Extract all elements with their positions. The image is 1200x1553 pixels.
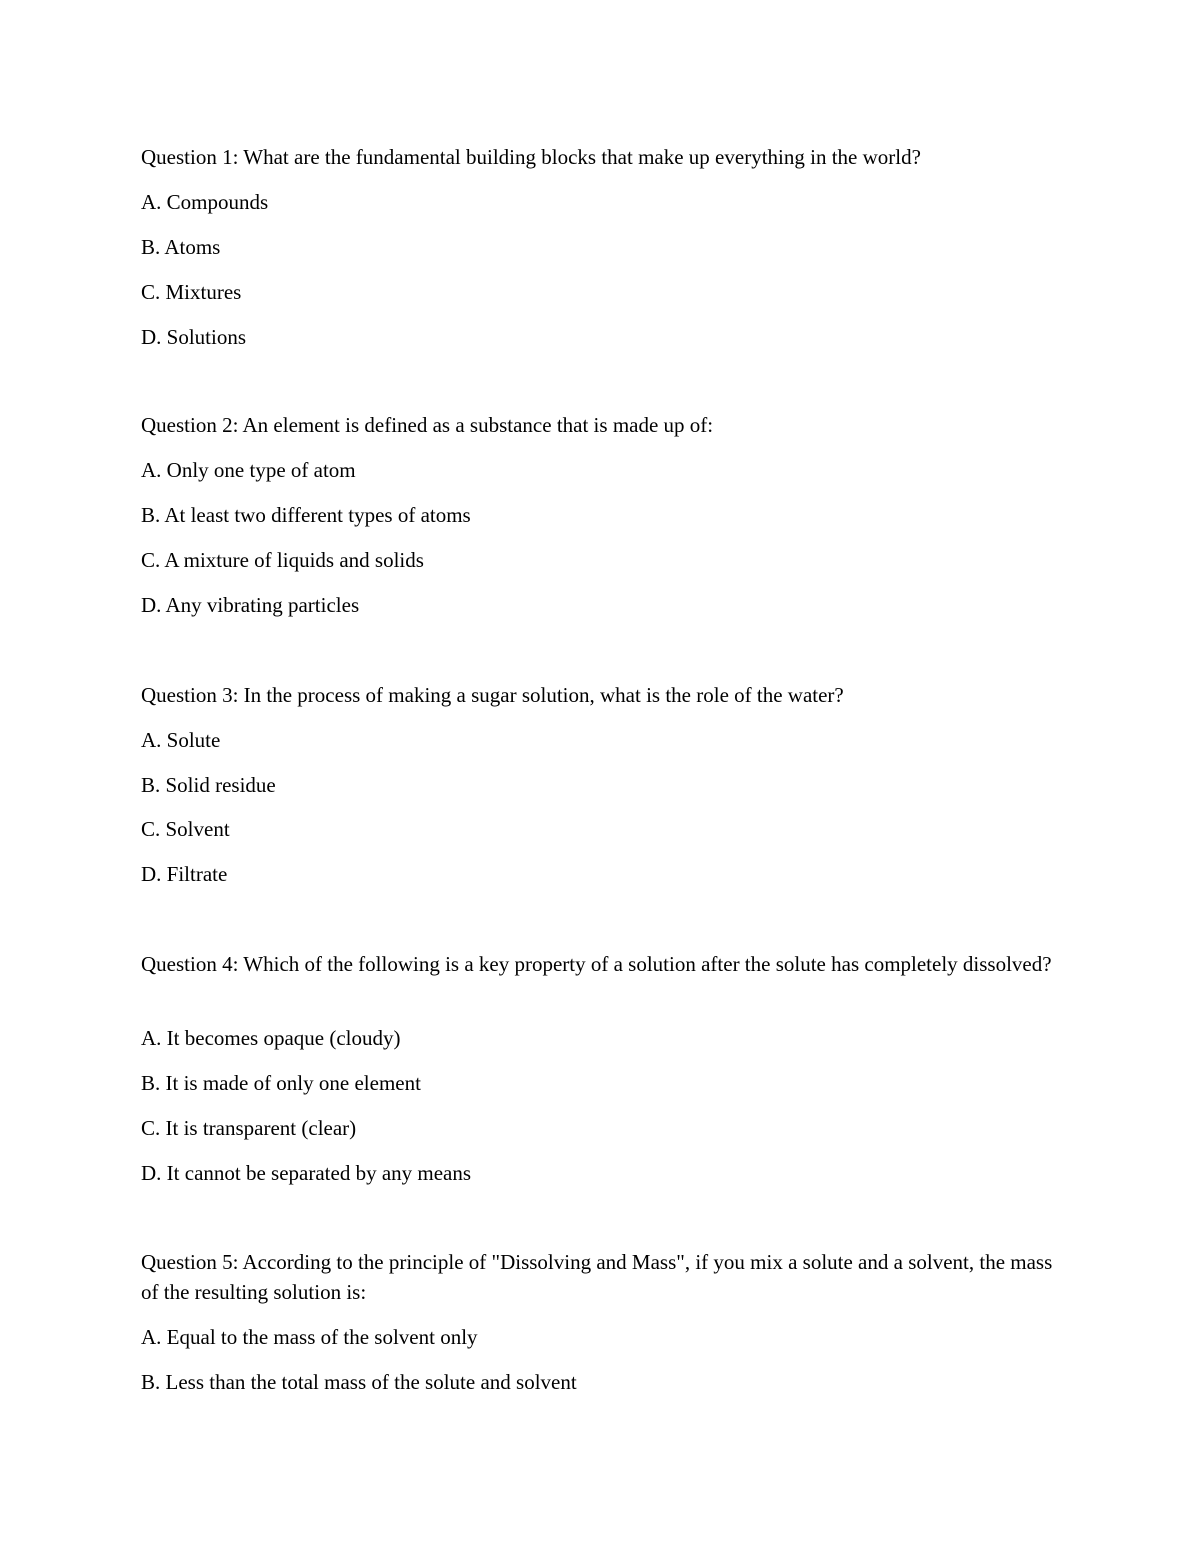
answer-option: D. Solutions [141, 325, 247, 349]
answer-option: D. It cannot be separated by any means [141, 1161, 472, 1185]
answer-option: A. Equal to the mass of the solvent only [141, 1325, 478, 1349]
question-text: Question 3: In the process of making a sugar solution, what is the role of the water? [141, 683, 844, 707]
answer-option: B. It is made of only one element [141, 1071, 421, 1095]
answer-option: C. Solvent [141, 817, 230, 841]
question-block-2 [141, 410, 1071, 617]
question-text: Question 4: Which of the following is a key property of a solution after the solute has completely dissolved? [141, 952, 1052, 976]
question-block-4 [141, 949, 1071, 1185]
answer-option: B. At least two different types of atoms [141, 503, 471, 527]
answer-option: B. Atoms [141, 235, 221, 259]
answer-option: B. Solid residue [141, 773, 276, 797]
question-text: Question 2: An element is defined as a substance that is made up of: [141, 413, 714, 437]
answer-option: D. Filtrate [141, 862, 228, 886]
answer-option: C. Mixtures [141, 280, 242, 304]
answer-option: D. Any vibrating particles [141, 593, 360, 617]
answer-option: C. A mixture of liquids and solids [141, 548, 424, 572]
answer-option: C. It is transparent (clear) [141, 1116, 357, 1140]
question-text: Question 1: What are the fundamental building blocks that make up everything in the world? [141, 145, 921, 169]
question-block-5 [141, 1247, 1071, 1394]
answer-option: B. Less than the total mass of the solute and solvent [141, 1370, 577, 1394]
question-block-1 [141, 142, 1071, 349]
answer-option: A. Only one type of atom [141, 458, 356, 482]
answer-option: A. It becomes opaque (cloudy) [141, 1026, 401, 1050]
question-block-3 [141, 680, 1071, 886]
answer-option: A. Solute [141, 728, 221, 752]
question-text: Question 5: According to the principle of "Dissolving and Mass", if you mix a solute and a solvent, the mass of the resulting solution is: [141, 1250, 1053, 1304]
answer-option: A. Compounds [141, 190, 269, 214]
